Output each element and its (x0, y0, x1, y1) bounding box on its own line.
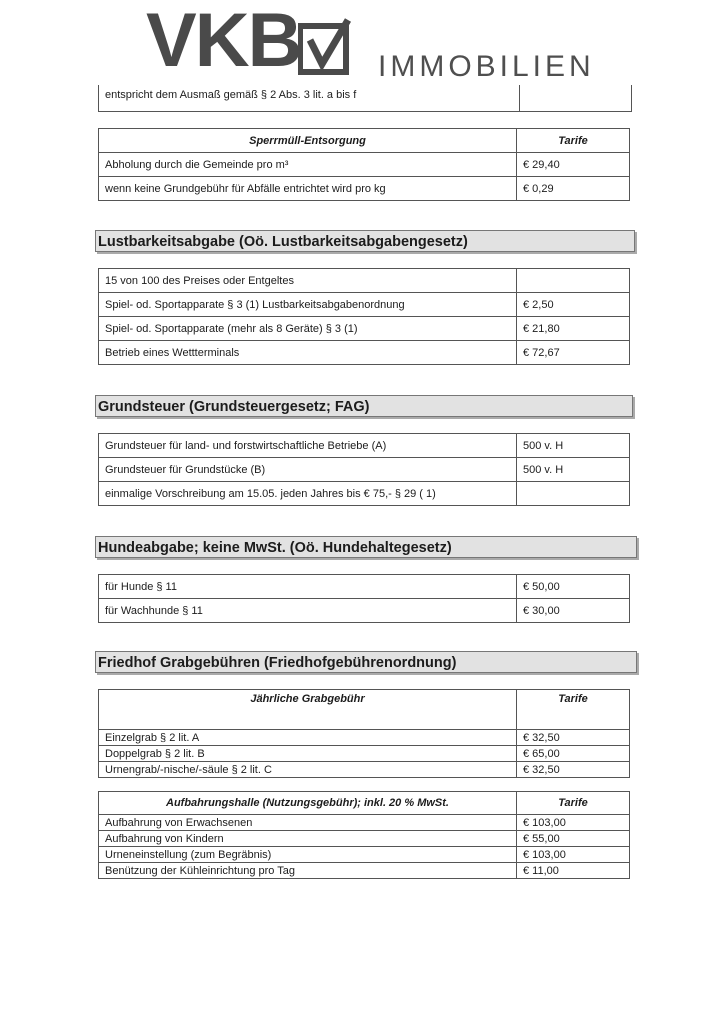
table-row (99, 269, 630, 293)
row-label: Urneneinstellung (zum Begräbnis) (99, 847, 517, 863)
sperrmuell-table (98, 128, 630, 201)
row-price: € 32,50 (517, 762, 630, 778)
row-label: Einzelgrab § 2 lit. A (99, 730, 517, 746)
table-header-row (99, 690, 630, 730)
table-row (99, 458, 630, 482)
section-title-friedhof: Friedhof Grabgebühren (Friedhofgebührenordnung) (95, 651, 637, 673)
table-row (99, 815, 630, 831)
lustbarkeit-table (98, 268, 630, 365)
row-price: € 0,29 (517, 177, 630, 201)
table-header-row (99, 129, 630, 153)
section-title-hundeabgabe: Hundeabgabe; keine MwSt. (Oö. Hundehaltegesetz) (95, 536, 637, 558)
row-label: Spiel- od. Sportapparate § 3 (1) Lustbarkeitsabgabenordnung (99, 293, 517, 317)
row-label: wenn keine Grundgebühr für Abfälle entrichtet wird pro kg (99, 177, 517, 201)
table-row (99, 575, 630, 599)
row-price: € 2,50 (517, 293, 630, 317)
table-row (99, 847, 630, 863)
row-label: 15 von 100 des Preises oder Entgeltes (99, 269, 517, 293)
checkbox-logo-icon (298, 18, 356, 76)
row-label: Spiel- od. Sportapparate (mehr als 8 Geräte) § 3 (1) (99, 317, 517, 341)
table-row (99, 746, 630, 762)
table-header: Aufbahrungshalle (Nutzungsgebühr); inkl. 20 % MwSt. (99, 792, 517, 815)
row-label: für Wachhunde § 11 (99, 599, 517, 623)
table-row (99, 863, 630, 879)
table-row (99, 762, 630, 778)
row-price: € 32,50 (517, 730, 630, 746)
row-label: Grundsteuer für Grundstücke (B) (99, 458, 517, 482)
row-price: € 11,00 (517, 863, 630, 879)
row-price: € 21,80 (517, 317, 630, 341)
table-row (99, 730, 630, 746)
row-price (517, 269, 630, 293)
table-row (99, 831, 630, 847)
table-row (99, 153, 630, 177)
table-row (99, 317, 630, 341)
row-label: einmalige Vorschreibung am 15.05. jeden Jahres bis € 75,- § 29 ( 1) (99, 482, 517, 506)
table-header-row (99, 792, 630, 815)
table-row (99, 482, 630, 506)
row-label: Grundsteuer für land- und forstwirtschaftliche Betriebe (A) (99, 434, 517, 458)
row-label: Abholung durch die Gemeinde pro m³ (99, 153, 517, 177)
row-label: Aufbahrung von Kindern (99, 831, 517, 847)
logo-brand: VKB (146, 0, 301, 83)
row-label: für Hunde § 11 (99, 575, 517, 599)
section-title-grundsteuer: Grundsteuer (Grundsteuergesetz; FAG) (95, 395, 633, 417)
row-price: € 103,00 (517, 815, 630, 831)
row-label: Benützung der Kühleinrichtung pro Tag (99, 863, 517, 879)
table-row (99, 434, 630, 458)
row-label: Aufbahrung von Erwachsenen (99, 815, 517, 831)
row-price: 500 v. H (517, 458, 630, 482)
table-row (99, 341, 630, 365)
section-title-lustbarkeit: Lustbarkeitsabgabe (Oö. Lustbarkeitsabgabengesetz) (95, 230, 635, 252)
row-price: € 55,00 (517, 831, 630, 847)
table-row (99, 599, 630, 623)
partial-table-row (98, 85, 632, 112)
row-label: Betrieb eines Wettterminals (99, 341, 517, 365)
table-row (99, 177, 630, 201)
row-price (517, 482, 630, 506)
row-price: € 30,00 (517, 599, 630, 623)
row-label: Doppelgrab § 2 lit. B (99, 746, 517, 762)
partial-row-label: entspricht dem Ausmaß gemäß § 2 Abs. 3 lit. a bis f (105, 89, 357, 101)
grundsteuer-table (98, 433, 630, 506)
row-price: € 72,67 (517, 341, 630, 365)
table-row (99, 293, 630, 317)
logo-suffix: IMMOBILIEN (378, 50, 595, 83)
column-divider (519, 85, 520, 111)
row-label: Urnengrab/-nische/-säule § 2 lit. C (99, 762, 517, 778)
tariff-header: Tarife (517, 129, 630, 153)
aufbahrungshalle-table (98, 791, 630, 879)
row-price: € 29,40 (517, 153, 630, 177)
row-price: 500 v. H (517, 434, 630, 458)
table-header: Jährliche Grabgebühr (99, 690, 517, 730)
tariff-header: Tarife (517, 792, 630, 815)
grabgebuehr-table (98, 689, 630, 778)
tariff-header: Tarife (517, 690, 630, 730)
table-header: Sperrmüll-Entsorgung (99, 129, 517, 153)
row-price: € 50,00 (517, 575, 630, 599)
row-price: € 103,00 (517, 847, 630, 863)
row-price: € 65,00 (517, 746, 630, 762)
hundeabgabe-table (98, 574, 630, 623)
